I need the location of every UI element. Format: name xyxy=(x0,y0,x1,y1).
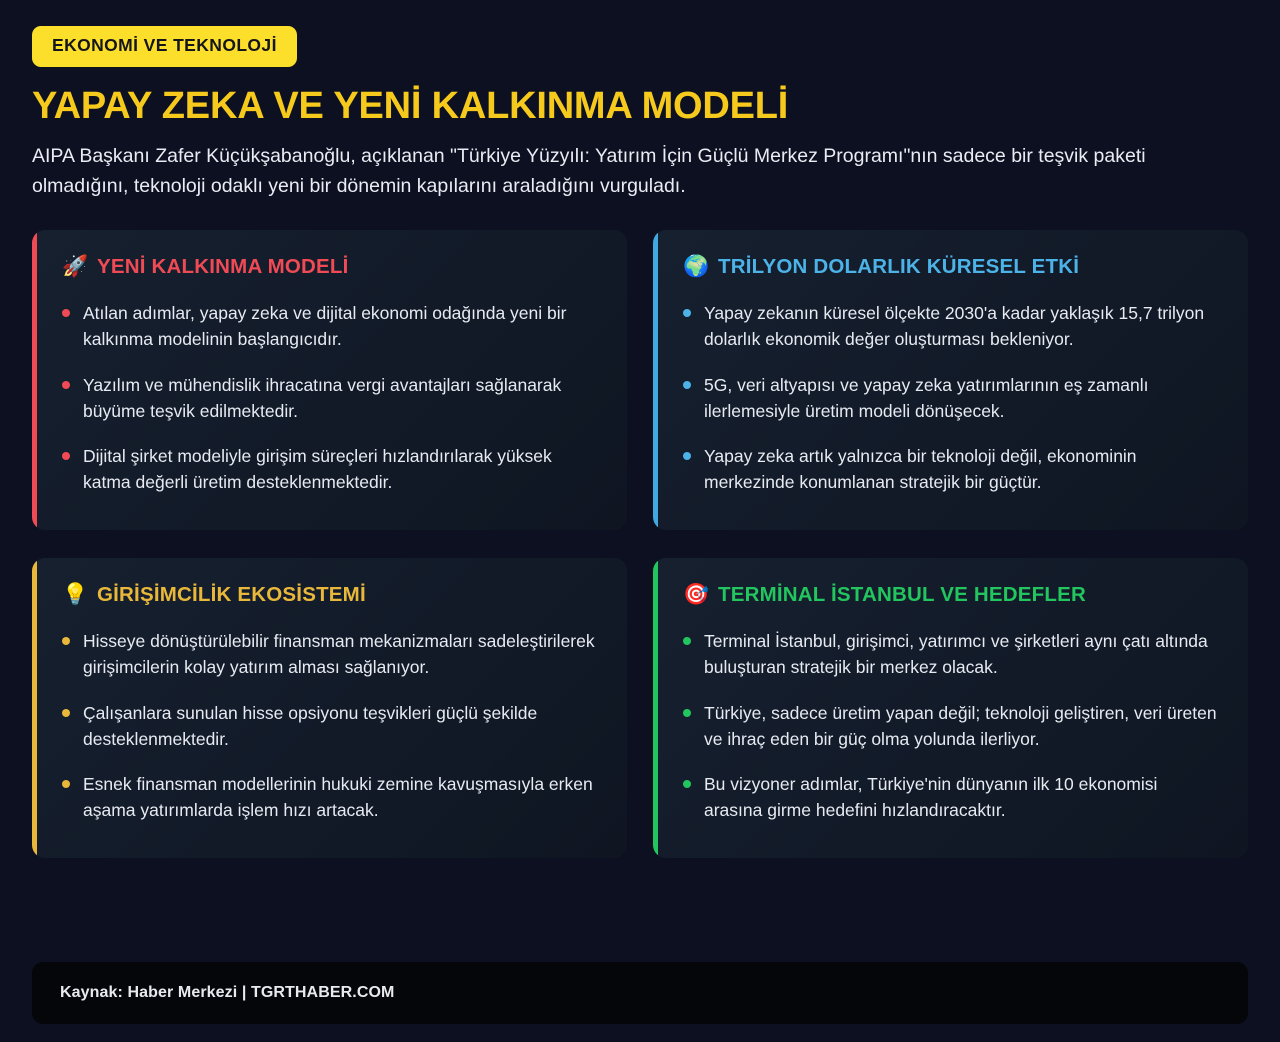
bullet-list xyxy=(683,300,1218,496)
bullet-list xyxy=(62,300,597,496)
list-item xyxy=(683,443,1218,496)
card-accent-bar xyxy=(32,558,37,858)
card-header xyxy=(62,584,597,607)
bullet-dot-icon xyxy=(62,452,70,460)
list-item xyxy=(62,443,597,496)
bullet-dot-icon xyxy=(62,709,70,717)
list-item xyxy=(683,700,1218,753)
card-header xyxy=(683,584,1218,607)
card-header xyxy=(683,256,1218,279)
source-credit: Kaynak: Haber Merkezi | TGRTHABER.COM xyxy=(60,984,395,1001)
bullet-dot-icon xyxy=(62,309,70,317)
card-title: YENİ KALKINMA MODELİ xyxy=(97,254,349,278)
category-badge: EKONOMİ VE TEKNOLOJİ xyxy=(32,26,297,67)
bullet-text: Yazılım ve mühendislik ihracatına vergi avantajları sağlanarak büyüme teşvik edilmektedir. xyxy=(83,374,562,421)
bullet-text: Yapay zekanın küresel ölçekte 2030'a kadar yaklaşık 15,7 trilyon dolarlık ekonomik değer oluşturması bekleniyor. xyxy=(704,303,1205,350)
card-title: GİRİŞİMCİLİK EKOSİSTEMİ xyxy=(97,582,366,606)
card-header xyxy=(62,256,597,279)
card-accent-bar xyxy=(653,558,658,858)
bullet-text: Çalışanlara sunulan hisse opsiyonu teşvikleri güçlü şekilde desteklenmektedir. xyxy=(83,702,538,749)
bullet-dot-icon xyxy=(683,637,691,645)
bullet-dot-icon xyxy=(683,780,691,788)
list-item xyxy=(683,628,1218,681)
card-title: TRİLYON DOLARLIK KÜRESEL ETKİ xyxy=(718,254,1080,278)
bullet-text: Bu vizyoner adımlar, Türkiye'nin dünyanın ilk 10 ekonomisi arasına girme hedefini hızlandıracaktır. xyxy=(704,774,1158,821)
bullet-text: Yapay zeka artık yalnızca bir teknoloji değil, ekonominin merkezinde konumlanan stratejik bir güçtür. xyxy=(704,446,1137,493)
bullet-list xyxy=(62,628,597,824)
bullet-dot-icon xyxy=(62,780,70,788)
bullet-dot-icon xyxy=(683,452,691,460)
bullet-text: Dijital şirket modeliyle girişim süreçleri hızlandırılarak yüksek katma değerli üretim desteklenmektedir. xyxy=(83,446,552,493)
lede-paragraph: AIPA Başkanı Zafer Küçükşabanoğlu, açıklanan "Türkiye Yüzyılı: Yatırım İçin Güçlü Merkez Programı"nın sadece bir teşvik paketi olmadığını, teknoloji odaklı yeni bir dönemin kapılarını araladığını vurguladı. xyxy=(32,145,1146,198)
info-card xyxy=(653,558,1248,858)
bullet-dot-icon xyxy=(683,381,691,389)
dart-target-icon: 🎯 xyxy=(683,583,710,607)
info-card xyxy=(653,230,1248,530)
list-item xyxy=(62,628,597,681)
list-item xyxy=(62,771,597,824)
list-item xyxy=(62,700,597,753)
info-card xyxy=(32,230,627,530)
bullet-dot-icon xyxy=(683,309,691,317)
list-item xyxy=(62,300,597,353)
bullet-text: Atılan adımlar, yapay zeka ve dijital ekonomi odağında yeni bir kalkınma modelinin başlangıcıdır. xyxy=(83,303,567,350)
card-title: TERMİNAL İSTANBUL VE HEDEFLER xyxy=(718,582,1086,606)
header xyxy=(32,26,1248,202)
bullet-text: Terminal İstanbul, girişimci, yatırımcı ve şirketleri aynı çatı altında buluşturan stratejik bir merkez olacak. xyxy=(704,631,1208,678)
bullet-list xyxy=(683,628,1218,824)
globe-icon: 🌍 xyxy=(683,255,710,279)
bullet-text: Türkiye, sadece üretim yapan değil; teknoloji geliştiren, veri üreten ve ihraç eden bir güç olma yolunda ilerliyor. xyxy=(704,702,1217,749)
list-item xyxy=(62,372,597,425)
bullet-dot-icon xyxy=(62,637,70,645)
bullet-text: Hisseye dönüştürülebilir finansman mekanizmaları sadeleştirilerek girişimcilerin kolay yatırım alması sağlanıyor. xyxy=(83,631,595,678)
bullet-text: 5G, veri altyapısı ve yapay zeka yatırımlarının eş zamanlı ilerlemesiyle üretim modeli dönüşecek. xyxy=(704,374,1149,421)
card-accent-bar xyxy=(653,230,658,530)
list-item xyxy=(683,372,1218,425)
bullet-dot-icon xyxy=(683,709,691,717)
lightbulb-icon: 💡 xyxy=(62,583,89,607)
rocket-icon: 🚀 xyxy=(62,255,89,279)
card-accent-bar xyxy=(32,230,37,530)
list-item xyxy=(683,771,1218,824)
bullet-text: Esnek finansman modellerinin hukuki zemine kavuşmasıyla erken aşama yatırımlarda işlem hızı artacak. xyxy=(83,774,593,821)
footer xyxy=(32,962,1248,1024)
info-card xyxy=(32,558,627,858)
card-grid xyxy=(32,230,1248,936)
page-title: YAPAY ZEKA VE YENİ KALKINMA MODELİ xyxy=(32,84,789,127)
list-item xyxy=(683,300,1218,353)
bullet-dot-icon xyxy=(62,381,70,389)
